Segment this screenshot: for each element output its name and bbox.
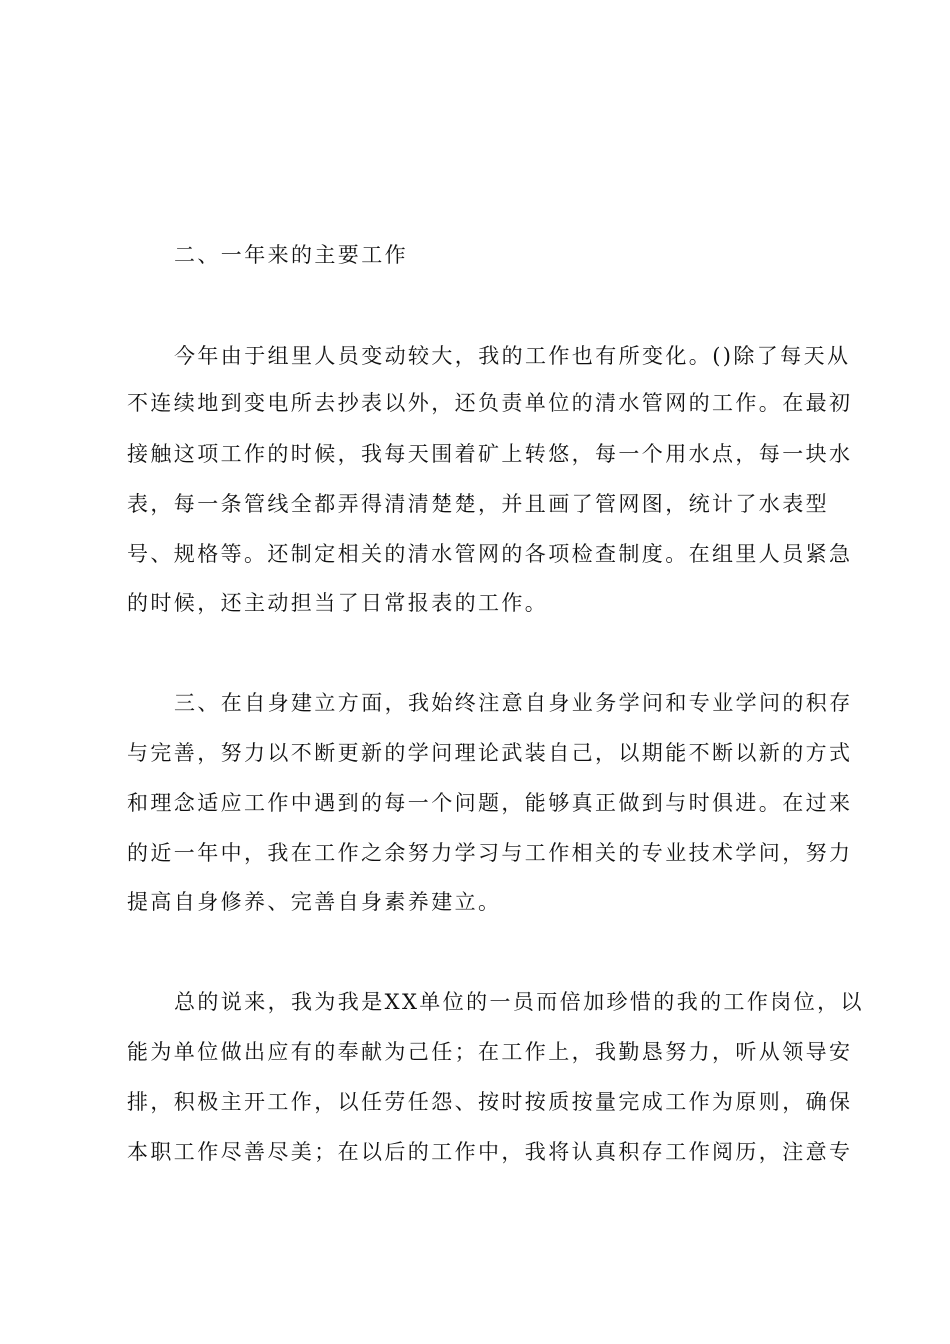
paragraph-line: 总的说来，我为我是XX单位的一员而倍加珍惜的我的工作岗位，以	[174, 990, 864, 1014]
paragraph-line: 不连续地到变电所去抄表以外，还负责单位的清水管网的工作。在最初	[127, 391, 853, 415]
paragraph-line: 表，每一条管线全都弄得清清楚楚，并且画了管网图，统计了水表型	[127, 492, 829, 516]
paragraph-line: 和理念适应工作中遇到的每一个问题，能够真正做到与时俱进。在过来	[127, 791, 853, 815]
paragraph-line: 排，积极主开工作，以任劳任怨、按时按质按量完成工作为原则，确保	[127, 1090, 853, 1114]
paragraph-line: 本职工作尽善尽美；在以后的工作中，我将认真积存工作阅历，注意专	[127, 1140, 853, 1164]
paragraph-line: 的近一年中，我在工作之余努力学习与工作相关的专业技术学问，努力	[127, 841, 853, 865]
paragraph-line: 能为单位做出应有的奉献为己任；在工作上，我勤恳努力，听从领导安	[127, 1040, 853, 1064]
paragraph-line: 今年由于组里人员变动较大，我的工作也有所变化。()除了每天从	[174, 344, 851, 368]
paragraph-line: 与完善，努力以不断更新的学问理论武装自己，以期能不断以新的方式	[127, 741, 853, 765]
paragraph-line: 三、在自身建立方面，我始终注意自身业务学问和专业学问的积存	[174, 691, 853, 715]
paragraph-line: 接触这项工作的时候，我每天围着矿上转悠，每一个用水点，每一块水	[127, 442, 853, 466]
section-heading: 二、一年来的主要工作	[174, 243, 408, 267]
paragraph-line: 提高自身修养、完善自身素养建立。	[127, 890, 502, 914]
paragraph-line: 的时候，还主动担当了日常报表的工作。	[127, 591, 549, 615]
paragraph-line: 号、规格等。还制定相关的清水管网的各项检查制度。在组里人员紧急	[127, 542, 853, 566]
